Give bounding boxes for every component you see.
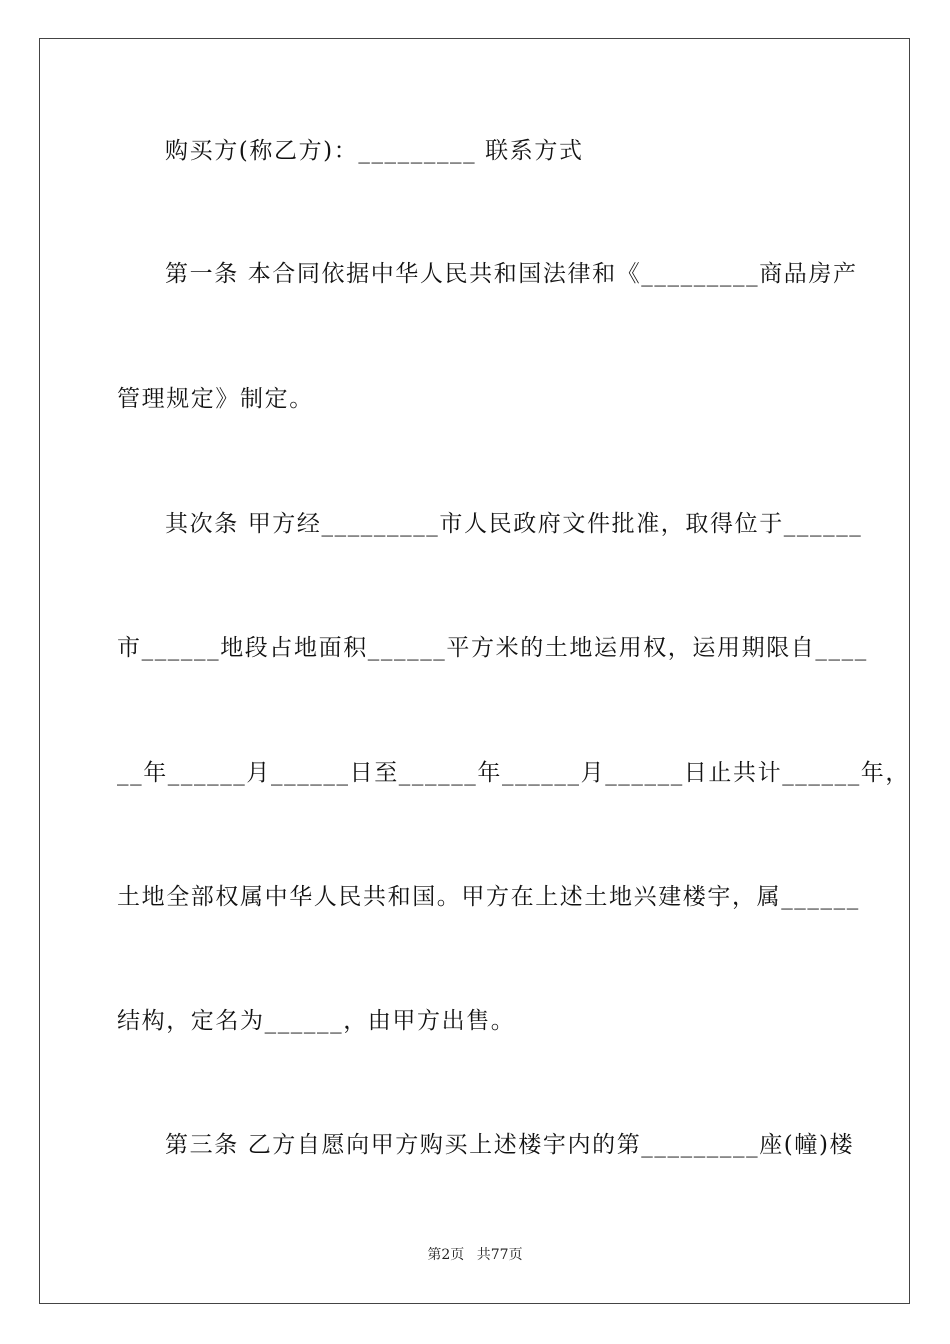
article-1-line-1: 第一条 本合同依据中华人民共和国法律和《_________商品房产 [165,261,858,287]
page-total: 共77页 [476,1247,523,1263]
article-1-line-2: 管理规定》制定。 [117,386,314,412]
article-3-line-1: 第三条 乙方自愿向甲方购买上述楼宇内的第_________座(幢)楼 [165,1132,855,1158]
article-2-line-5: 结构，定名为______，由甲方出售。 [117,1008,516,1034]
article-2-line-4: 土地全部权属中华人民共和国。甲方在上述土地兴建楼宇，属______ [117,884,860,910]
page-footer [0,1244,950,1264]
buyer-line: 购买方(称乙方)：_________ 联系方式 [165,138,584,164]
page-current: 第2页 [427,1247,465,1263]
article-2-line-2: 市______地段占地面积______平方米的土地运用权，运用期限自____ [117,635,868,661]
article-2-line-1: 其次条 甲方经_________市人民政府文件批准，取得位于______ [165,511,863,537]
page-frame [39,38,910,1304]
article-2-line-3: __年______月______日至______年______月______日止共计______年， [117,760,910,786]
